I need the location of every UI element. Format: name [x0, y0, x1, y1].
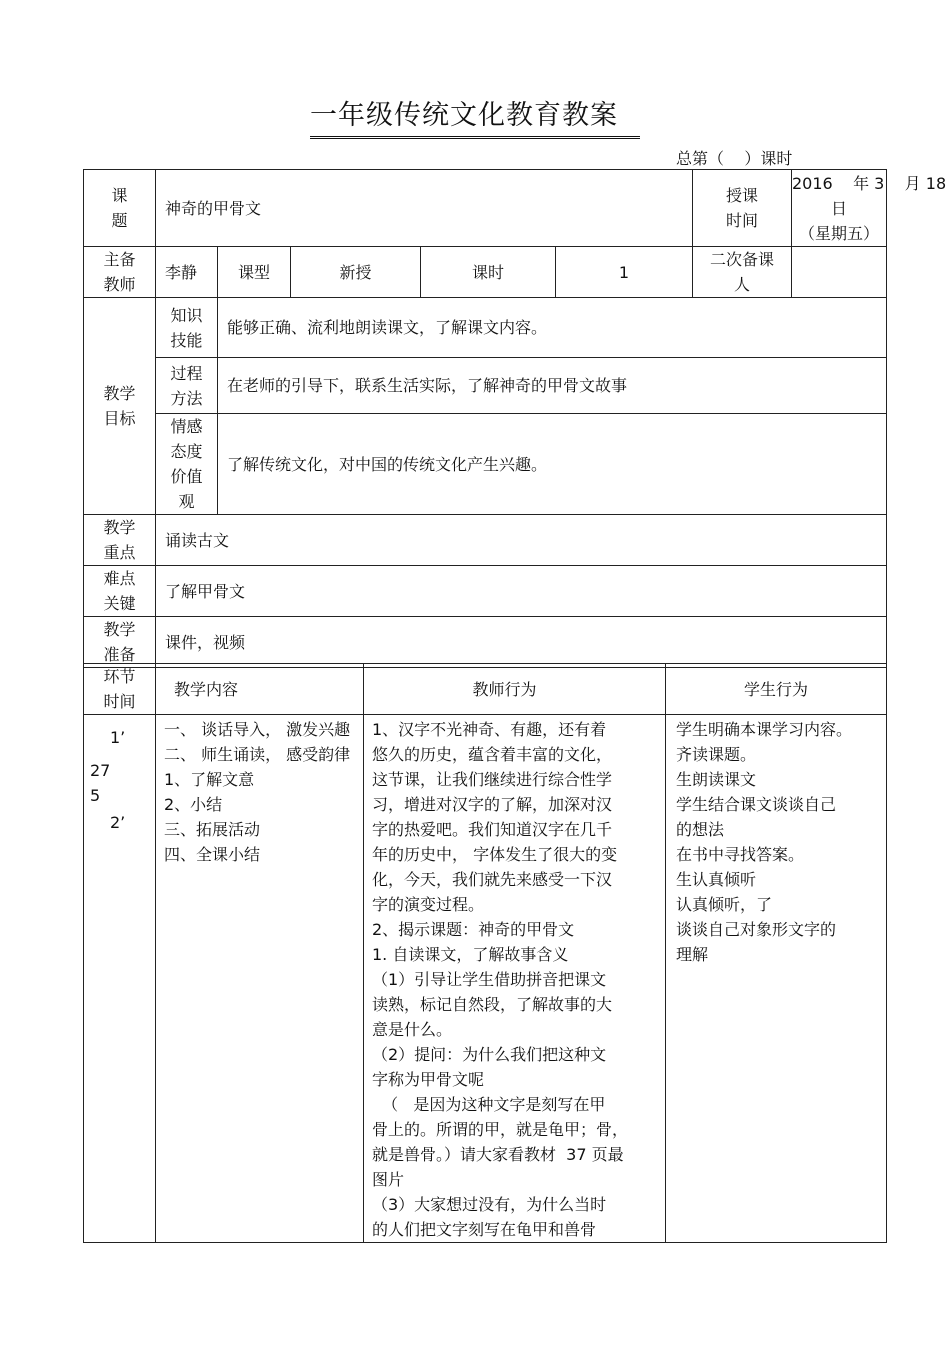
student-line: 的想法 [676, 820, 725, 839]
time-item: 2’ [110, 813, 126, 832]
process-times [84, 715, 156, 1243]
teacher-line: 图片 [372, 1170, 405, 1189]
preparation-row [84, 617, 887, 668]
difficulty-label: 难点 关键 [84, 566, 156, 617]
topic-row [84, 170, 887, 247]
content-item: 四、全课小结 [164, 845, 261, 864]
second-prep-value [792, 247, 887, 298]
key-point-row [84, 515, 887, 566]
student-line: 学生明确本课学习内容。 [676, 720, 853, 739]
difficulty-row [84, 566, 887, 617]
student-line: 认真倾听，了 [676, 895, 773, 914]
main-teacher-label: 主备 教师 [84, 247, 156, 298]
second-prep-label: 二次备课 人 [693, 247, 792, 298]
time-item: 27 [90, 761, 111, 780]
objectives-label: 教学 目标 [84, 298, 156, 515]
teacher-line: 字的演变过程。 [372, 895, 485, 914]
objective-row-process [84, 358, 887, 414]
teacher-line: 就是兽骨。）请大家看教材 37 页最 [372, 1145, 624, 1164]
header-student: 学生行为 [666, 664, 887, 715]
teacher-line: （ 是因为这种文字是刻写在甲 [372, 1095, 606, 1114]
objective-text-process: 在老师的引导下，联系生活实际，了解神奇的甲骨文故事 [218, 358, 887, 414]
header-time: 环节 时间 [84, 664, 156, 715]
total-lesson-count: 总第（ ）课时 [676, 149, 793, 168]
objective-text-emotion: 了解传统文化，对中国的传统文化产生兴趣。 [218, 414, 887, 515]
preparation-text: 课件，视频 [156, 617, 887, 668]
lesson-type-label: 课型 [218, 247, 291, 298]
objective-row-knowledge [84, 298, 887, 358]
process-content [156, 715, 364, 1243]
teacher-line: 年的历史中， 字体发生了很大的变 [372, 845, 618, 864]
teacher-line: 字称为甲骨文呢 [372, 1070, 485, 1089]
content-item: 三、拓展活动 [164, 820, 261, 839]
teacher-line: 悠久的历史，蕴含着丰富的文化， [372, 745, 613, 764]
teach-time-label: 授课 时间 [693, 170, 792, 247]
key-point-label: 教学 重点 [84, 515, 156, 566]
teacher-line: 化，今天，我们就先来感受一下汉 [372, 870, 613, 889]
teacher-line: 2、揭示课题：神奇的甲骨文 [372, 920, 575, 939]
preparation-label: 教学 准备 [84, 617, 156, 668]
teacher-line: （2）提问：为什么我们把这种文 [372, 1045, 607, 1064]
student-line: 理解 [676, 945, 709, 964]
lesson-hours-value: 1 [556, 247, 693, 298]
time-item: 5 [90, 786, 101, 805]
content-item: 1、了解文意 [164, 770, 255, 789]
header-content: 教学内容 [156, 664, 364, 715]
lesson-hours-label: 课时 [421, 247, 556, 298]
teacher-line: 这节课，让我们继续进行综合性学 [372, 770, 613, 789]
objective-row-emotion [84, 414, 887, 515]
objective-label-emotion: 情感 态度 价值 观 [156, 414, 218, 515]
student-line: 在书中寻找答案。 [676, 845, 805, 864]
teacher-line: 习，增进对汉字的了解，加深对汉 [372, 795, 613, 814]
content-item: 一、 谈话导入， 激发兴趣 [164, 720, 351, 739]
lesson-type-value: 新授 [291, 247, 421, 298]
time-item: 1’ [110, 728, 126, 747]
objective-label-knowledge: 知识 技能 [156, 298, 218, 358]
topic-value: 神奇的甲骨文 [156, 170, 693, 247]
process-teacher-behavior [364, 715, 666, 1243]
difficulty-text: 了解甲骨文 [156, 566, 887, 617]
student-line: 谈谈自己对象形文字的 [676, 920, 837, 939]
objective-label-process: 过程 方法 [156, 358, 218, 414]
content-item: 二、 师生诵读， 感受韵律 [164, 745, 351, 764]
teacher-line: 字的热爱吧。我们知道汉字在几千 [372, 820, 613, 839]
main-teacher-value: 李静 [156, 247, 218, 298]
objective-text-knowledge: 能够正确、流利地朗读课文，了解课文内容。 [218, 298, 887, 358]
process-student-behavior [666, 715, 887, 1243]
key-point-text: 诵读古文 [156, 515, 887, 566]
content-item: 2、小结 [164, 795, 223, 814]
student-line: 学生结合课文谈谈自己 [676, 795, 837, 814]
student-line: 齐读课题。 [676, 745, 757, 764]
teacher-line: （1）引导让学生借助拼音把课文 [372, 970, 607, 989]
teach-date: 2016 年 3 月 18 日 （星期五） [792, 170, 887, 247]
teaching-process-table [83, 663, 887, 1243]
process-header-row [84, 664, 887, 715]
process-body-row [84, 715, 887, 1243]
header-teacher: 教师行为 [364, 664, 666, 715]
student-line: 生认真倾听 [676, 870, 757, 889]
teacher-line: 1. 自读课文，了解故事含义 [372, 945, 569, 964]
teacher-line: （3）大家想过没有，为什么当时 [372, 1195, 607, 1214]
topic-label: 课 题 [84, 170, 156, 247]
teacher-line: 1、汉字不光神奇、有趣，还有着 [372, 720, 607, 739]
teacher-line: 意是什么。 [372, 1020, 453, 1039]
teacher-row [84, 247, 887, 298]
teacher-line: 骨上的。所谓的甲，就是龟甲；骨， [372, 1120, 629, 1139]
teacher-line: 的人们把文字刻写在龟甲和兽骨 [372, 1220, 597, 1239]
teacher-line: 读熟，标记自然段，了解故事的大 [372, 995, 613, 1014]
lesson-info-table [83, 169, 947, 668]
page-title: 一年级传统文化教育教案 [0, 98, 950, 139]
student-line: 生朗读课文 [676, 770, 757, 789]
